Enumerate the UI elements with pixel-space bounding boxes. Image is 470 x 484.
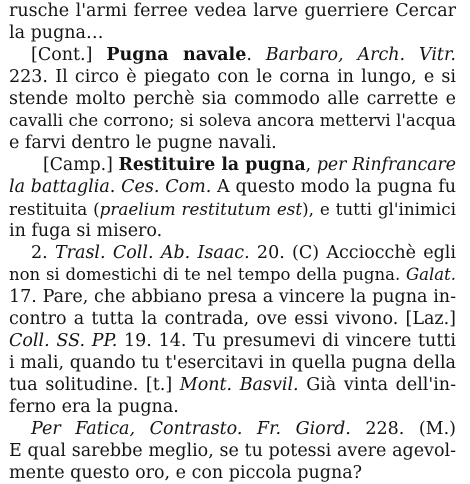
text-line xyxy=(9,88,456,110)
text-run: ferno era la pugna. xyxy=(9,397,179,417)
text-line xyxy=(9,264,456,286)
text-run: 17. Pare, che abbiano presa a vincere la pugna in- xyxy=(9,287,456,307)
text-line xyxy=(9,0,456,22)
source-tag: [Cont.] xyxy=(31,45,107,65)
text-line xyxy=(9,22,456,44)
text-run: in fuga si misero. xyxy=(9,221,163,241)
punctuation: . xyxy=(246,45,266,65)
definition: Per Fatica, Contrasto. Fr. Giord. xyxy=(31,419,351,439)
text-run: Già vinta dell'in- xyxy=(298,375,456,395)
text-run: 228. (M.) xyxy=(350,419,456,439)
text-line xyxy=(9,352,456,374)
text-run: E qual sarebbe meglio, se tu potessi avere agevol- xyxy=(9,441,456,461)
headword-pugna-navale: Pugna navale xyxy=(106,45,247,65)
text-run: e farvi dentro le pugne navali. xyxy=(9,133,277,153)
text-line xyxy=(9,396,456,418)
citation: Galat. xyxy=(405,265,456,284)
subentry-restituire-la-pugna xyxy=(43,154,456,176)
text-line xyxy=(9,132,456,154)
text-run: stende molto perchè sia commodo alle carrette e xyxy=(9,89,456,109)
sense-2 xyxy=(31,242,456,264)
headword-restituire-la-pugna: Restituire la pugna xyxy=(118,155,306,175)
text-run: 20. (C) Acciocchè egli xyxy=(249,243,457,263)
citation: Barbaro, Arch. Vitr. xyxy=(265,45,456,65)
text-line xyxy=(9,220,456,242)
definition: per Rinfrancare xyxy=(316,155,457,175)
text-line xyxy=(9,198,456,220)
text-run: cavalli che corrono; si soleva ancora mettervi l'acqua xyxy=(9,111,456,130)
citation: Mont. Basvil. xyxy=(179,375,299,395)
sense-per-fatica xyxy=(31,418,456,440)
text-line xyxy=(9,66,456,88)
text-run: la pugna… xyxy=(9,23,104,43)
text-run: rusche l'armi ferree vedea larve guerriere Cercar xyxy=(9,1,456,21)
text-line xyxy=(9,110,456,132)
text-run: non si domestichi di te nel tempo della pugna. xyxy=(9,265,406,284)
citation: Coll. SS. PP. xyxy=(9,331,118,351)
text-line xyxy=(9,330,456,352)
text-line xyxy=(9,462,456,484)
punctuation: . xyxy=(109,177,122,197)
text-run: A questo modo la pugna fu xyxy=(211,177,456,197)
sense-number: 2. xyxy=(31,243,55,263)
latin-quote: praelium restitutum est xyxy=(99,199,303,219)
text-line xyxy=(9,308,456,330)
text-run: ), e tutti gl'inimici xyxy=(302,199,456,219)
text-run: tua solitudine. [t.] xyxy=(9,375,180,395)
text-line xyxy=(9,286,456,308)
text-line xyxy=(9,374,456,396)
text-run: mente questo oro, e con piccola pugna? xyxy=(9,463,363,483)
source-tag: [Camp.] xyxy=(43,155,119,175)
citation: Trasl. Coll. Ab. Isaac. xyxy=(54,243,250,263)
text-run: 223. Il circo è piegato con le corna in lungo, e si xyxy=(9,67,456,87)
subentry-pugna-navale xyxy=(31,44,456,66)
text-line xyxy=(9,440,456,462)
text-line xyxy=(9,176,456,198)
text-run: i mali, quando tu t'esercitavi in quella pugna della xyxy=(9,353,456,373)
text-run: restituita ( xyxy=(9,199,100,219)
text-run: 19. 14. Tu presumevi di vincere tutti xyxy=(117,331,456,351)
citation: Ces. Com. xyxy=(121,177,212,197)
punctuation: , xyxy=(305,155,317,175)
text-run: contro a tutta la contrada, ove essi vivono. [Laz.] xyxy=(9,309,456,329)
definition: la battaglia xyxy=(9,177,110,197)
